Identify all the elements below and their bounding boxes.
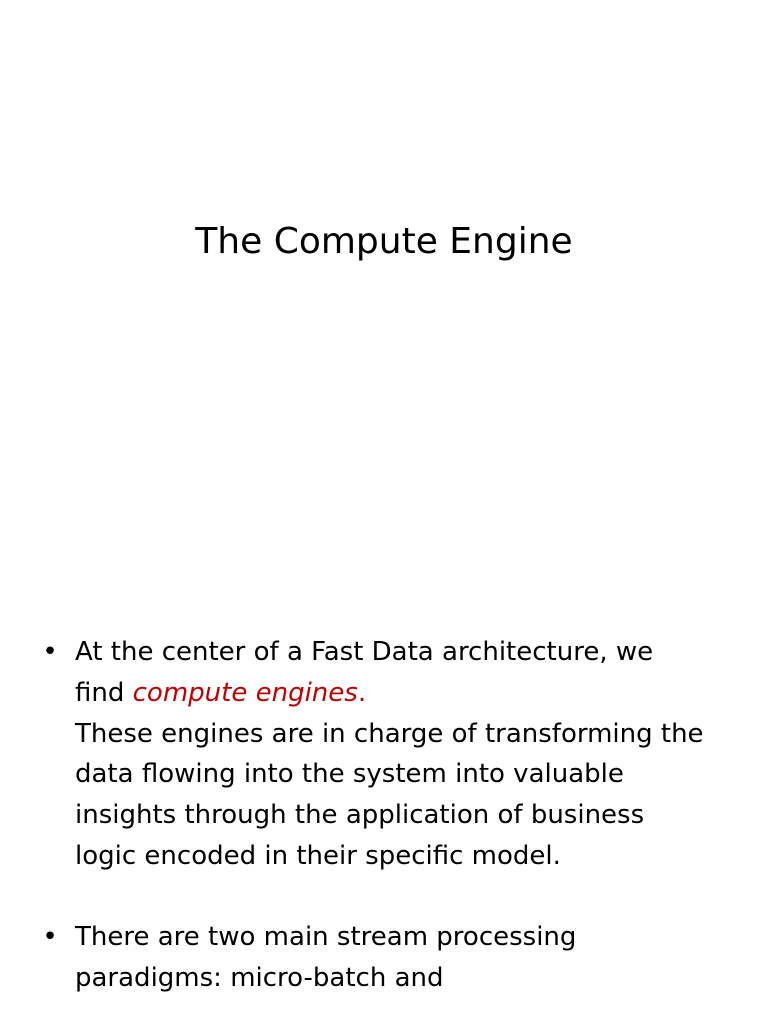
bullet-marker: • [42, 637, 58, 667]
bullet-text-line: logic encoded in their specific model. [75, 840, 561, 871]
bullet-text-fragment: find [75, 677, 133, 708]
emphasis-period: . [357, 677, 367, 708]
emphasis-term: compute engines [132, 677, 358, 708]
bullet-text-line: insights through the application of business [75, 800, 645, 831]
bullet-list [40, 632, 750, 998]
bullet-marker: • [42, 921, 58, 952]
bullet-text-line: paradigms: micro-batch and [75, 962, 444, 993]
bullet-text-line: There are two main stream processing [75, 921, 577, 952]
bullet-text-line: At the center of a Fast Data architecture, we [75, 637, 654, 667]
bullet-item-paradigms [40, 917, 750, 999]
bullet-text-line [75, 673, 750, 714]
bullet-text-line: data flowing into the system into valuable [75, 759, 624, 790]
bullet-text-line: These engines are in charge of transforming the [75, 718, 704, 749]
bullet-item-compute-engines [40, 632, 750, 877]
slide-title: The Compute Engine [195, 221, 573, 262]
